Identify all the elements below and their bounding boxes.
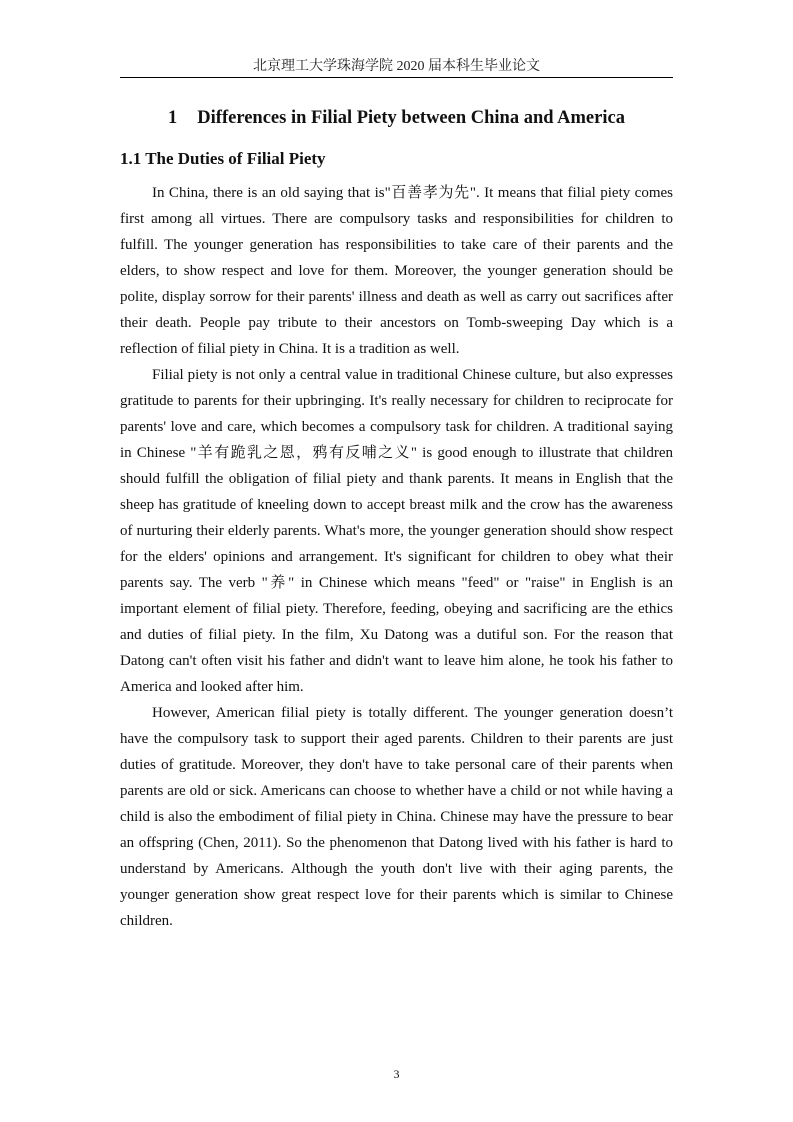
paragraph: However, American filial piety is totally different. The younger generation doesn’t have the compulsory task to support their aged parents. Children to their parents are just duties of gratitude. Moreover, they don't have to take personal care of their parents when parents are old or sick. Americans can choose to whether have a child or not while having a child is also the embodiment of filial piety in China. Chinese may have the pressure to bear an offspring (Chen, 2011). So the phenomenon that Datong lived with his father is hard to understand by Americans. Although the youth don't live with their aging parents, the younger generation show great respect love for their parents which is similar to Chinese children. (120, 705, 673, 929)
header-rule (120, 77, 673, 78)
chapter-number: 1 (168, 108, 178, 128)
paragraph: Filial piety is not only a central value in traditional Chinese culture, but also expresses gratitude to parents for their upbringing. It's really necessary for children to reciprocate for parents' love and care, which becomes a compulsory task for children. A traditional saying in Chinese "羊有跪乳之恩，鸦有反哺之义" is good enough to illustrate that children should fulfill the obligation of filial piety and thank parents. It means in English that the sheep has gratitude of kneeling down to accept breast milk and the crow has the awareness of nurturing their elderly parents. What's more, the younger generation should show respect for the elders' opinions and arrangement. It's significant for children to obey what their parents say. The verb "养" in Chinese which means "feed" or "raise" in English is an important element of filial piety. Therefore, feeding, obeying and sacrificing are the ethics and duties of filial piety. In the film, Xu Datong was a dutiful son. For the reason that Datong can't often visit his father and didn't want to leave him alone, he took his father to America and looked after him. (120, 367, 673, 695)
chapter-title-text: Differences in Filial Piety between China and America (197, 108, 625, 128)
paragraph: In China, there is an old saying that is"百善孝为先". It means that filial piety comes first among all virtues. There are compulsory tasks and responsibilities for children to fulfill. The younger generation has responsibilities to take care of their parents and the elders, to show respect and love for them. Moreover, the younger generation should be polite, display sorrow for their parents' illness and death as well as carry out sacrifices after their death. People pay tribute to their ancestors on Tomb-sweeping Day which is a reflection of filial piety in China. It is a tradition as well. (120, 185, 673, 357)
body-text (120, 180, 673, 934)
chapter-title (120, 106, 673, 130)
page-number: 3 (393, 1067, 400, 1081)
section-title: 1.1 The Duties of Filial Piety (120, 149, 326, 168)
running-header: 北京理工大学珠海学院 2020 届本科生毕业论文 (253, 59, 540, 74)
